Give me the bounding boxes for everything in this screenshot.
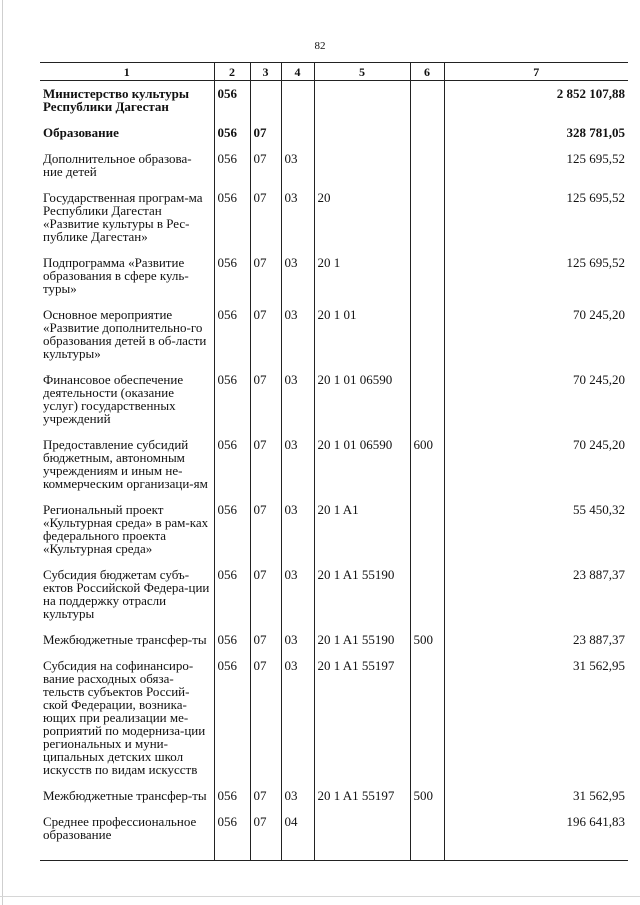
cell-subsection-code: 04 [281, 809, 314, 861]
cell-target-article-code: 20 1 A1 55190 [314, 562, 410, 627]
cell-ministry-code: 056 [214, 185, 250, 250]
cell-ministry-code: 056 [214, 81, 250, 121]
cell-subsection-code: 03 [281, 653, 314, 783]
cell-ministry-code: 056 [214, 146, 250, 185]
cell-target-article-code: 20 [314, 185, 410, 250]
cell-ministry-code: 056 [214, 302, 250, 367]
cell-ministry-code: 056 [214, 653, 250, 783]
cell-amount: 31 562,95 [573, 788, 625, 803]
table-body [40, 81, 628, 861]
cell-item-name: Министерство культуры Республики Дагестан [40, 81, 214, 121]
cell-target-article-code [314, 146, 410, 185]
cell-amount: 31 562,95 [573, 658, 625, 673]
column-header: 4 [281, 63, 314, 81]
cell-expense-type-code [410, 653, 444, 783]
cell-item-name: Образование [40, 120, 214, 146]
table-header-row [40, 63, 628, 81]
cell-amount: 125 695,52 [566, 190, 625, 205]
table-row [40, 497, 628, 562]
cell-section-code: 07 [250, 627, 281, 653]
cell-amount: 55 450,32 [573, 502, 625, 517]
cell-item-name: Основное мероприятие «Развитие дополнительно-го образования детей в об-ласти культуры» [40, 302, 214, 367]
table-row [40, 120, 628, 146]
page-number: 82 [314, 40, 326, 52]
cell-amount: 125 695,52 [566, 255, 625, 270]
cell-expense-type-code [410, 146, 444, 185]
column-header: 7 [444, 63, 628, 81]
cell-subsection-code: 03 [281, 562, 314, 627]
cell-section-code: 07 [250, 302, 281, 367]
table-row [40, 432, 628, 497]
cell-expense-type-code [410, 185, 444, 250]
cell-subsection-code: 03 [281, 497, 314, 562]
cell-subsection-code: 03 [281, 185, 314, 250]
column-header: 2 [214, 63, 250, 81]
table-row [40, 627, 628, 653]
cell-section-code: 07 [250, 809, 281, 861]
cell-expense-type-code [410, 250, 444, 302]
cell-expense-type-code [410, 367, 444, 432]
table-row [40, 250, 628, 302]
cell-target-article-code [314, 809, 410, 861]
cell-target-article-code: 20 1 [314, 250, 410, 302]
cell-section-code: 07 [250, 432, 281, 497]
cell-section-code [250, 81, 281, 121]
cell-item-name: Среднее профессиональное образование [40, 809, 214, 861]
cell-target-article-code: 20 1 01 06590 [314, 367, 410, 432]
cell-section-code: 07 [250, 120, 281, 146]
cell-item-name: Межбюджетные трансфер-ты [40, 627, 214, 653]
table-row [40, 653, 628, 783]
cell-item-name: Дополнительное образова-ние детей [40, 146, 214, 185]
column-header: 5 [314, 63, 410, 81]
table-row [40, 783, 628, 809]
cell-target-article-code: 20 1 A1 55190 [314, 627, 410, 653]
table-row [40, 809, 628, 861]
cell-section-code: 07 [250, 783, 281, 809]
cell-ministry-code: 056 [214, 627, 250, 653]
cell-item-name: Предоставление субсидий бюджетным, автономным учреждениям и иным не-коммерческим организаци-ям [40, 432, 214, 497]
cell-target-article-code: 20 1 A1 55197 [314, 653, 410, 783]
cell-subsection-code [281, 120, 314, 146]
cell-expense-type-code [410, 302, 444, 367]
cell-section-code: 07 [250, 146, 281, 185]
cell-section-code: 07 [250, 653, 281, 783]
cell-subsection-code: 03 [281, 250, 314, 302]
scan-bottom-line [0, 896, 640, 897]
cell-amount: 125 695,52 [566, 151, 625, 166]
scan-margin-line [2, 0, 3, 905]
cell-target-article-code: 20 1 A1 55197 [314, 783, 410, 809]
cell-target-article-code: 20 1 01 06590 [314, 432, 410, 497]
cell-section-code: 07 [250, 250, 281, 302]
column-header: 3 [250, 63, 281, 81]
cell-amount: 23 887,37 [573, 567, 625, 582]
cell-subsection-code: 03 [281, 627, 314, 653]
cell-amount: 23 887,37 [573, 632, 625, 647]
cell-ministry-code: 056 [214, 783, 250, 809]
cell-item-name: Региональный проект «Культурная среда» в рам-ках федерального проекта «Культурная среда» [40, 497, 214, 562]
cell-section-code: 07 [250, 367, 281, 432]
cell-amount: 196 641,83 [444, 809, 628, 861]
cell-section-code: 07 [250, 562, 281, 627]
cell-subsection-code: 03 [281, 146, 314, 185]
cell-amount: 70 245,20 [573, 307, 625, 322]
budget-table [40, 62, 628, 861]
table-row [40, 562, 628, 627]
table-row [40, 81, 628, 121]
cell-expense-type-code [410, 120, 444, 146]
cell-ministry-code: 056 [214, 250, 250, 302]
column-header: 1 [40, 63, 214, 81]
cell-expense-type-code [410, 81, 444, 121]
cell-section-code: 07 [250, 497, 281, 562]
cell-item-name: Межбюджетные трансфер-ты [40, 783, 214, 809]
cell-expense-type-code: 500 [410, 627, 444, 653]
cell-subsection-code: 03 [281, 302, 314, 367]
cell-ministry-code: 056 [214, 562, 250, 627]
cell-expense-type-code [410, 497, 444, 562]
cell-ministry-code: 056 [214, 432, 250, 497]
cell-expense-type-code: 600 [410, 432, 444, 497]
table-row [40, 367, 628, 432]
cell-item-name: Подпрограмма «Развитие образования в сфере куль-туры» [40, 250, 214, 302]
cell-item-name: Государственная програм-ма Республики Дагестан «Развитие культуры в Рес-публике Дагестан» [40, 185, 214, 250]
cell-ministry-code: 056 [214, 367, 250, 432]
cell-amount: 328 781,05 [566, 125, 625, 140]
cell-target-article-code: 20 1 01 [314, 302, 410, 367]
cell-section-code: 07 [250, 185, 281, 250]
cell-ministry-code: 056 [214, 809, 250, 861]
cell-item-name: Субсидия бюджетам субъ-ектов Российской Федера-ции на поддержку отрасли культуры [40, 562, 214, 627]
cell-target-article-code [314, 81, 410, 121]
cell-expense-type-code [410, 562, 444, 627]
cell-amount: 70 245,20 [573, 372, 625, 387]
table-row [40, 146, 628, 185]
table-row [40, 185, 628, 250]
cell-item-name: Финансовое обеспечение деятельности (оказание услуг) государственных учреждений [40, 367, 214, 432]
cell-amount: 70 245,20 [573, 437, 625, 452]
cell-subsection-code: 03 [281, 432, 314, 497]
cell-target-article-code [314, 120, 410, 146]
cell-item-name: Субсидия на софинансиро-вание расходных обяза-тельств субъектов Россий-ской Федерации, возника-ющих при реализации ме-роприятий по модерниза-ции региональных и муни-ципальных детских школ искусств по видам искусств [40, 653, 214, 783]
cell-ministry-code: 056 [214, 497, 250, 562]
cell-subsection-code: 03 [281, 783, 314, 809]
cell-subsection-code: 03 [281, 367, 314, 432]
cell-target-article-code: 20 1 A1 [314, 497, 410, 562]
cell-ministry-code: 056 [214, 120, 250, 146]
table-row [40, 302, 628, 367]
cell-subsection-code [281, 81, 314, 121]
cell-expense-type-code: 500 [410, 783, 444, 809]
cell-amount: 2 852 107,88 [556, 86, 625, 101]
column-header: 6 [410, 63, 444, 81]
cell-expense-type-code [410, 809, 444, 861]
